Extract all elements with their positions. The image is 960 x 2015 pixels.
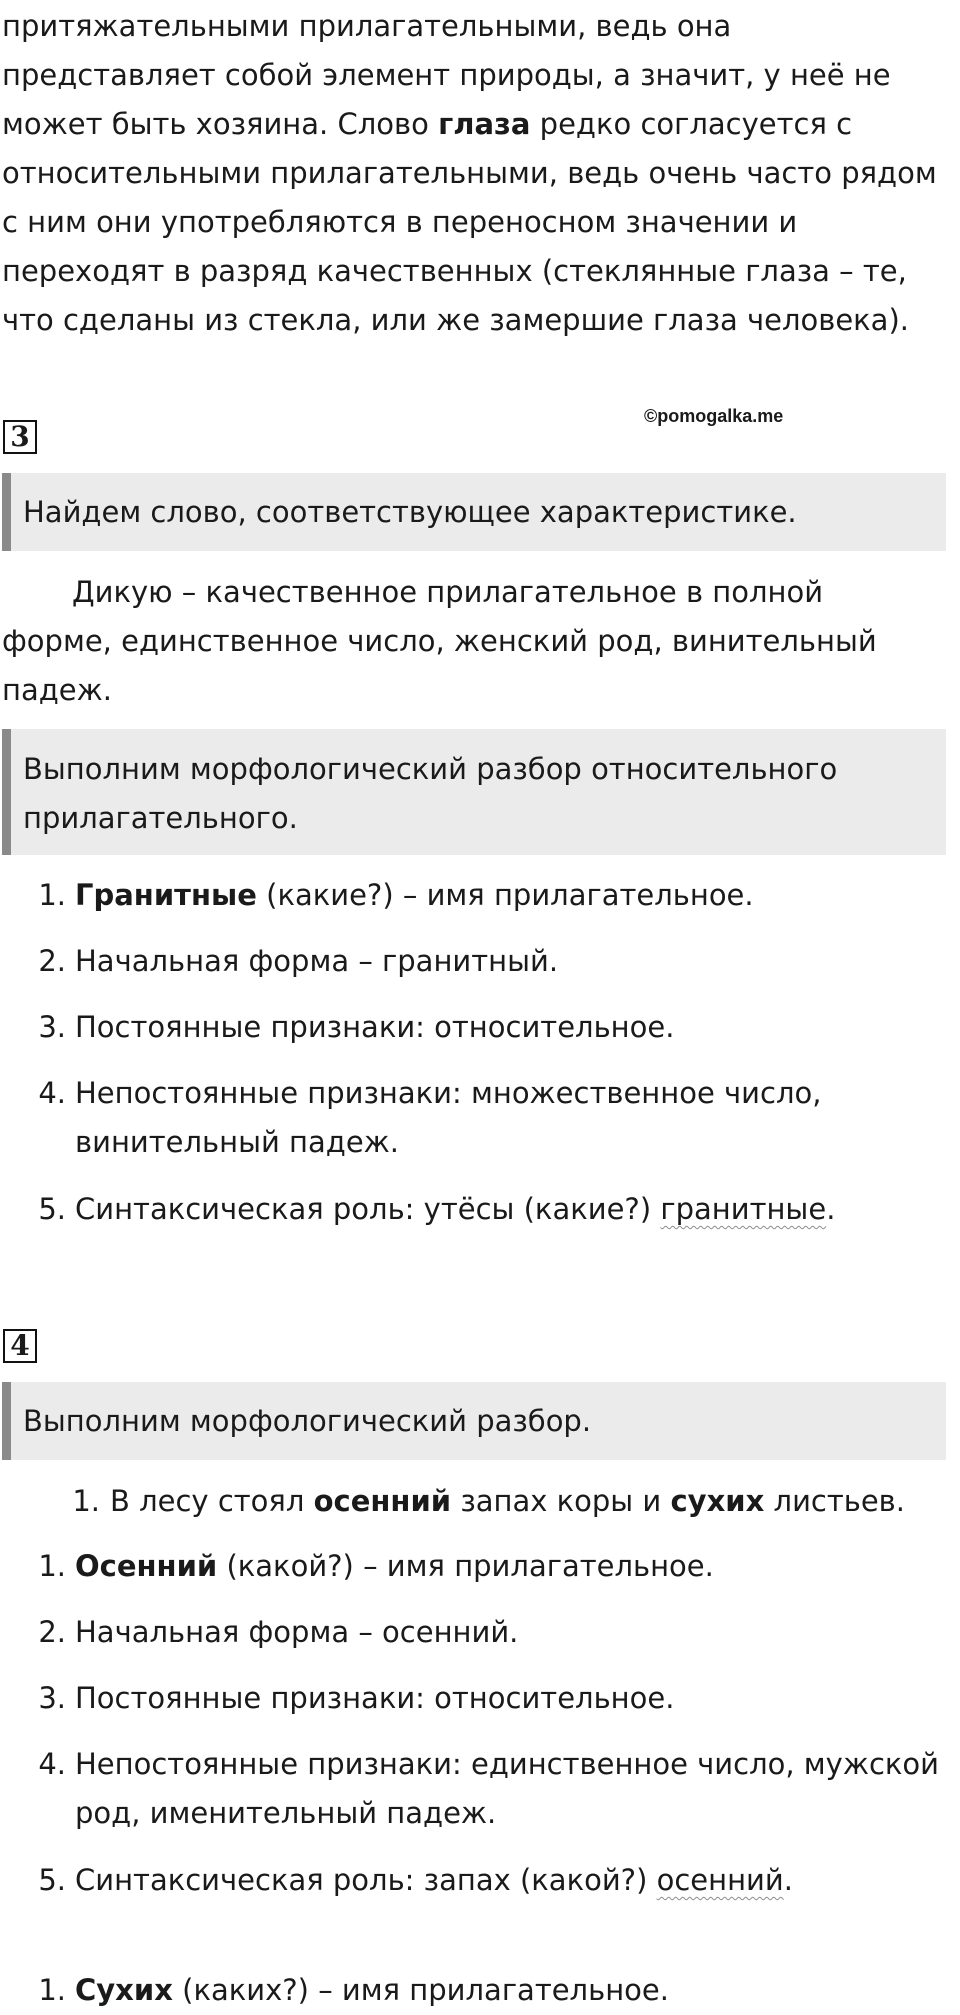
list-text: винительный падеж. bbox=[75, 1125, 399, 1159]
callout-find-word bbox=[2, 473, 946, 551]
intro-line-2: представляет собой элемент природы, а значит, у неё не bbox=[2, 58, 891, 92]
text-run: (каких?) – имя прилагательное. bbox=[172, 1973, 669, 2007]
bold-term: сухих bbox=[670, 1484, 765, 1518]
text-run: редко согласуется с bbox=[530, 107, 853, 141]
text-run: запах коры и bbox=[451, 1484, 671, 1518]
bold-term: осенний bbox=[313, 1484, 452, 1518]
intro-line-4: относительными прилагательными, ведь очень часто рядом bbox=[2, 156, 937, 190]
list-number: 2. bbox=[38, 944, 66, 978]
list-number: 5. bbox=[38, 1863, 66, 1897]
list-text: Непостоянные признаки: единственное число, мужской bbox=[75, 1747, 940, 1781]
bold-term: глаза bbox=[438, 107, 531, 141]
list-number: 1. bbox=[38, 1973, 66, 2007]
text-run: . bbox=[783, 1863, 793, 1897]
intro-line-5: с ним они употребляются в переносном значении и bbox=[2, 205, 798, 239]
underlined-word: осенний bbox=[656, 1863, 784, 1897]
list-number: 5. bbox=[38, 1192, 66, 1226]
watermark-credit: ©pomogalka.me bbox=[644, 406, 784, 426]
list-number: 4. bbox=[38, 1076, 66, 1110]
section-number-3: 3 bbox=[3, 420, 37, 454]
intro-line-7: что сделаны из стекла, или же замершие глаза человека). bbox=[2, 303, 909, 337]
text-run: (какой?) – имя прилагательное. bbox=[217, 1549, 714, 1583]
list-number: 1. bbox=[72, 1484, 100, 1518]
intro-line-3 bbox=[2, 100, 852, 149]
list-text: Непостоянные признаки: множественное число, bbox=[75, 1076, 822, 1110]
intro-line-1: притяжательными прилагательными, ведь она bbox=[2, 9, 732, 43]
list-text: Начальная форма – гранитный. bbox=[75, 944, 559, 978]
list-number: 4. bbox=[38, 1747, 66, 1781]
text-run: . bbox=[826, 1192, 836, 1226]
callout-text: Найдем слово, соответствующее характеристике. bbox=[23, 495, 797, 529]
bold-term: Гранитные bbox=[75, 878, 257, 912]
bold-term: Осенний bbox=[75, 1549, 218, 1583]
list-number: 3. bbox=[38, 1010, 66, 1044]
callout-text-line-1: Выполним морфологический разбор относительного bbox=[23, 752, 838, 786]
section-number-4: 4 bbox=[3, 1329, 37, 1363]
text-run: В лесу стоял bbox=[110, 1484, 314, 1518]
list-text: Постоянные признаки: относительное. bbox=[75, 1681, 675, 1715]
para-line-2: форме, единственное число, женский род, винительный bbox=[2, 624, 877, 658]
list-number: 1. bbox=[38, 1549, 66, 1583]
text-run: может быть хозяина. Слово bbox=[2, 107, 439, 141]
underlined-word: гранитные bbox=[660, 1192, 827, 1226]
text-run: листьев. bbox=[764, 1484, 905, 1518]
list-number: 2. bbox=[38, 1615, 66, 1649]
bold-term: Сухих bbox=[75, 1973, 173, 2007]
list-text: род, именительный падеж. bbox=[75, 1796, 497, 1830]
list-text: Постоянные признаки: относительное. bbox=[75, 1010, 675, 1044]
text-run: Синтаксическая роль: утёсы (какие?) bbox=[75, 1192, 661, 1226]
list-number: 3. bbox=[38, 1681, 66, 1715]
callout-text-line-2: прилагательного. bbox=[23, 801, 298, 835]
list-number: 1. bbox=[38, 878, 66, 912]
text-run: (какие?) – имя прилагательное. bbox=[256, 878, 754, 912]
intro-line-6: переходят в разряд качественных (стеклянные глаза – те, bbox=[2, 254, 907, 288]
list-text: Начальная форма – осенний. bbox=[75, 1615, 519, 1649]
para-line-3: падеж. bbox=[2, 673, 112, 707]
text-run: Синтаксическая роль: запах (какой?) bbox=[75, 1863, 657, 1897]
callout-morph-analysis bbox=[2, 729, 946, 855]
callout-morph-analysis-2 bbox=[2, 1382, 946, 1460]
para-line-1: Дикую – качественное прилагательное в полной bbox=[72, 575, 824, 609]
callout-text: Выполним морфологический разбор. bbox=[23, 1404, 592, 1438]
